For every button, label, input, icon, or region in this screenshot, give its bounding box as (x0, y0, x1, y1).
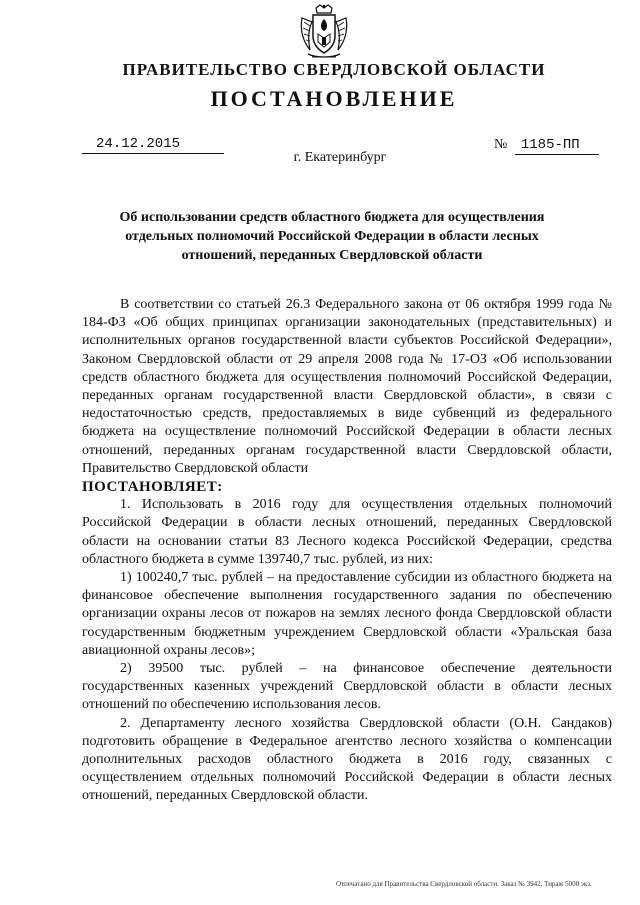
preamble-paragraph: В соответствии со статьей 26.3 Федерального закона от 06 октября 1999 года № 184-ФЗ «Об общих принципах организации законодательных (представительных) и исполнительных органов государственной власти субъектов Российской Федерации», Законом Свердловской области от 29 апреля 2008 года № 17-ОЗ «Об использовании средств областного бюджета для осуществления полномочий Российской Федерации, переданных органам государственной власти Свердловской области», в связи с недостаточностью средств, предоставляемых в виде субвенций из федерального бюджета на осуществление полномочий Российской Федерации в области лесных отношений, переданных органам государственной власти Свердловской области, Правительство Свердловской области (82, 297, 612, 476)
coat-of-arms-icon (298, 4, 350, 60)
document-body (82, 296, 612, 806)
document-date: 24.12.2015 (82, 136, 224, 154)
decree-word: ПОСТАНОВЛЯЕТ: (82, 479, 223, 496)
number-sign: № (494, 137, 508, 152)
item-2-paragraph: 2. Департаменту лесного хозяйства Свердловской области (О.Н. Сандаков) подготовить обращение в Федеральное агентство лесного хозяйства о компенсации дополнительных расходов областного бюджета в 2016 году, связанных с осуществлением отдельных полномочий Российской Федерации в области лесных отношений, переданных Свердловской области. (82, 715, 612, 804)
print-note: Отпечатано для Правительства Свердловской области. Заказ № 3942. Тираж 5000 экз. (336, 880, 592, 888)
government-name: ПРАВИТЕЛЬСТВО СВЕРДЛОВСКОЙ ОБЛАСТИ (122, 60, 546, 79)
document-title: Об использовании средств областного бюджета для осуществления отдельных полномочий Российской Федерации в области лесных отношений, переданных Свердловской области (119, 210, 545, 263)
item-1-1-paragraph: 1) 100240,7 тыс. рублей – на предоставление субсидии из областного бюджета на финансовое обеспечение выполнения государственного задания по обеспечению организации охраны лесов от пожаров на землях лесного фонда Свердловской области государственным бюджетным учреждением Свердловской области «Уральская база авиационной охраны лесов»; (82, 570, 612, 658)
document-type: ПОСТАНОВЛЕНИЕ (210, 86, 458, 111)
item-1-paragraph: 1. Использовать в 2016 году для осуществления отдельных полномочий Российской Федерации в области лесных отношений, переданных Свердловской области на основании статьи 83 Лесного кодекса Российской Федерации, средства областного бюджета в сумме 139740,7 тыс. рублей, из них: (82, 497, 612, 567)
city: г. Екатеринбург (293, 150, 387, 165)
document-number: 1185-ПП (515, 137, 599, 155)
item-1-2-paragraph: 2) 39500 тыс. рублей – на финансовое обеспечение деятельности государственных казенных учреждений Свердловской области в области лесных отношений по обеспечению использования лесов. (82, 661, 612, 713)
